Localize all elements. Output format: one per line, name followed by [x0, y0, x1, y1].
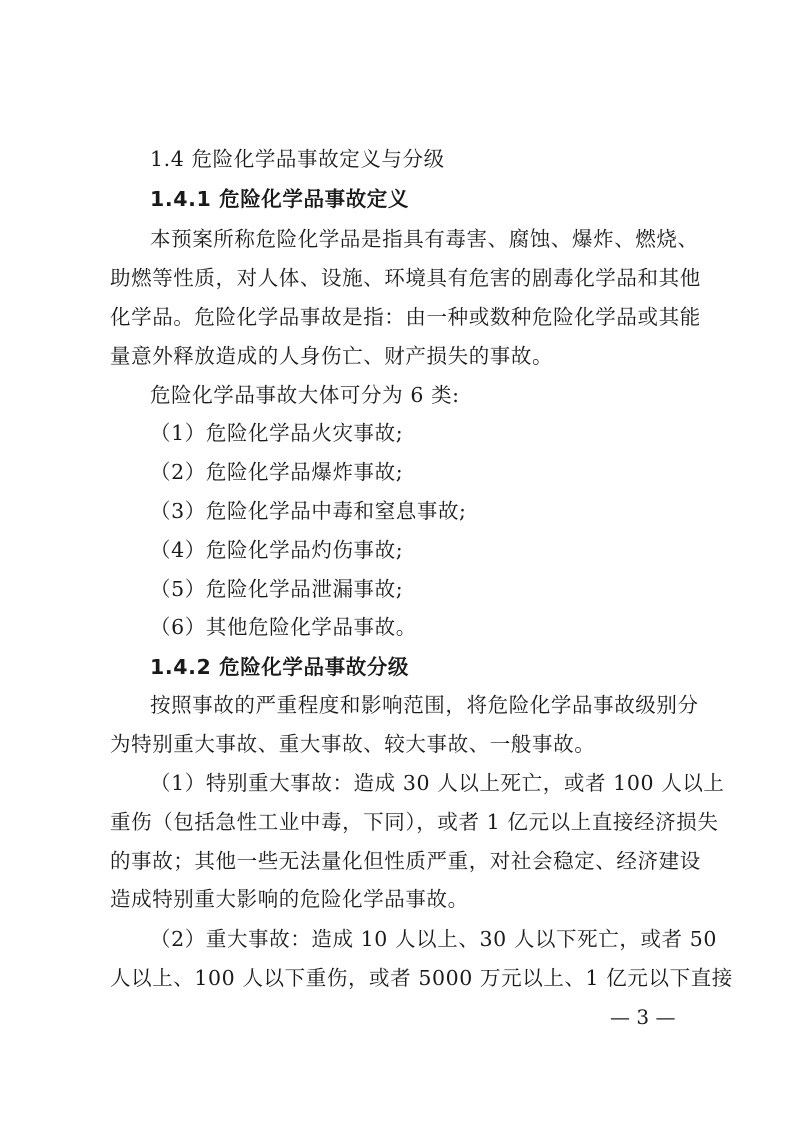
paragraph-line: 本预案所称危险化学品是指具有毒害、腐蚀、爆炸、燃烧、 [150, 227, 699, 251]
category-item: （1）危险化学品火灾事故; [150, 421, 404, 445]
category-item: （2）危险化学品爆炸事故; [150, 460, 404, 484]
paragraph-line: （2）重大事故：造成 10 人以上、30 人以下死亡，或者 50 [150, 927, 718, 951]
paragraph-line: （1）特别重大事故：造成 30 人以上死亡，或者 100 人以上 [150, 771, 725, 795]
subsection-title-definition: 1.4.1 危险化学品事故定义 [150, 187, 410, 211]
paragraph-line: 量意外释放造成的人身伤亡、财产损失的事故。 [110, 344, 554, 368]
categories-intro: 危险化学品事故大体可分为 6 类: [150, 383, 460, 407]
page-number: — 3 — [610, 1005, 676, 1029]
paragraph-line: 助燃等性质，对人体、设施、环境具有危害的剧毒化学品和其他 [110, 266, 701, 290]
paragraph-line: 化学品。危险化学品事故是指：由一种或数种危险化学品或其能 [110, 305, 701, 329]
paragraph-line: 造成特别重大影响的危险化学品事故。 [110, 887, 469, 911]
category-item: （5）危险化学品泄漏事故; [150, 577, 404, 601]
paragraph-line: 重伤（包括急性工业中毒，下同），或者 1 亿元以上直接经济损失 [110, 810, 719, 834]
paragraph-line: 为特别重大事故、重大事故、较大事故、一般事故。 [110, 732, 596, 756]
category-item: （6）其他危险化学品事故。 [150, 615, 417, 639]
paragraph-line: 的事故；其他一些无法量化但性质严重，对社会稳定、经济建设 [110, 849, 701, 873]
category-item: （4）危险化学品灼伤事故; [150, 538, 404, 562]
section-heading: 1.4 危险化学品事故定义与分级 [150, 147, 445, 171]
category-item: （3）危险化学品中毒和窒息事故; [150, 499, 467, 523]
paragraph-line: 按照事故的严重程度和影响范围，将危险化学品事故级别分 [150, 693, 699, 717]
paragraph-line: 人以上、100 人以下重伤，或者 5000 万元以上、1 亿元以下直接 [110, 966, 733, 990]
subsection-title-classification: 1.4.2 危险化学品事故分级 [150, 655, 410, 679]
